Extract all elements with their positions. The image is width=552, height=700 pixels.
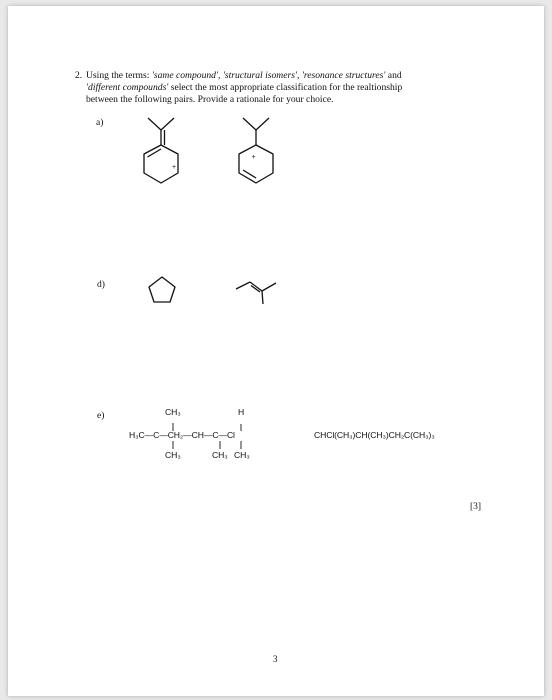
positive-charge-left: + [172, 164, 177, 171]
term-resonance-structures: 'resonance structures' [301, 70, 386, 81]
part-e-top-h: H [238, 407, 245, 417]
part-e-bottom-ch3-right: CH₃ [234, 450, 250, 460]
part-e-label: e) [97, 411, 105, 421]
marks-total: [3] [470, 502, 482, 512]
term-different-compounds: 'different compounds' [86, 82, 169, 93]
part-d-cyclopentane [149, 277, 175, 302]
page-number: 3 [273, 654, 278, 664]
positive-charge-right: + [251, 154, 256, 161]
part-e-top-ch3: CH₃ [165, 407, 181, 417]
document-page [8, 6, 544, 696]
question-line-2: 'different compounds' select the most appropriate classification for the realtionship [86, 82, 403, 93]
part-d-alkene [236, 282, 276, 304]
structures-drawing [8, 6, 544, 696]
part-e-condensed-formula: CHCl(CH₃)CH(CH₃)CH₂C(CH₃)₃ [314, 430, 435, 440]
question-line-1: Using the terms: 'same compound', 'structural isomers', 'resonance structures' and [86, 70, 402, 81]
term-same-compound: 'same compound' [151, 70, 219, 81]
part-a-molecule-left [144, 118, 178, 183]
positive-charge-markers [172, 154, 256, 171]
question-number: 2. [75, 70, 83, 81]
part-e-main-chain: H₃C—C—CH₂—CH—C—Cl [129, 430, 235, 440]
part-a-label: a) [96, 118, 104, 128]
part-e-bottom-ch3-left: CH₃ [165, 450, 181, 460]
part-e-bottom-ch3-mid: CH₃ [212, 450, 228, 460]
part-a-molecule-right [239, 118, 273, 183]
question-line-3: between the following pairs. Provide a rationale for your choice. [86, 94, 334, 105]
term-structural-isomers: 'structural isomers' [222, 70, 298, 81]
part-d-label: d) [97, 280, 105, 290]
